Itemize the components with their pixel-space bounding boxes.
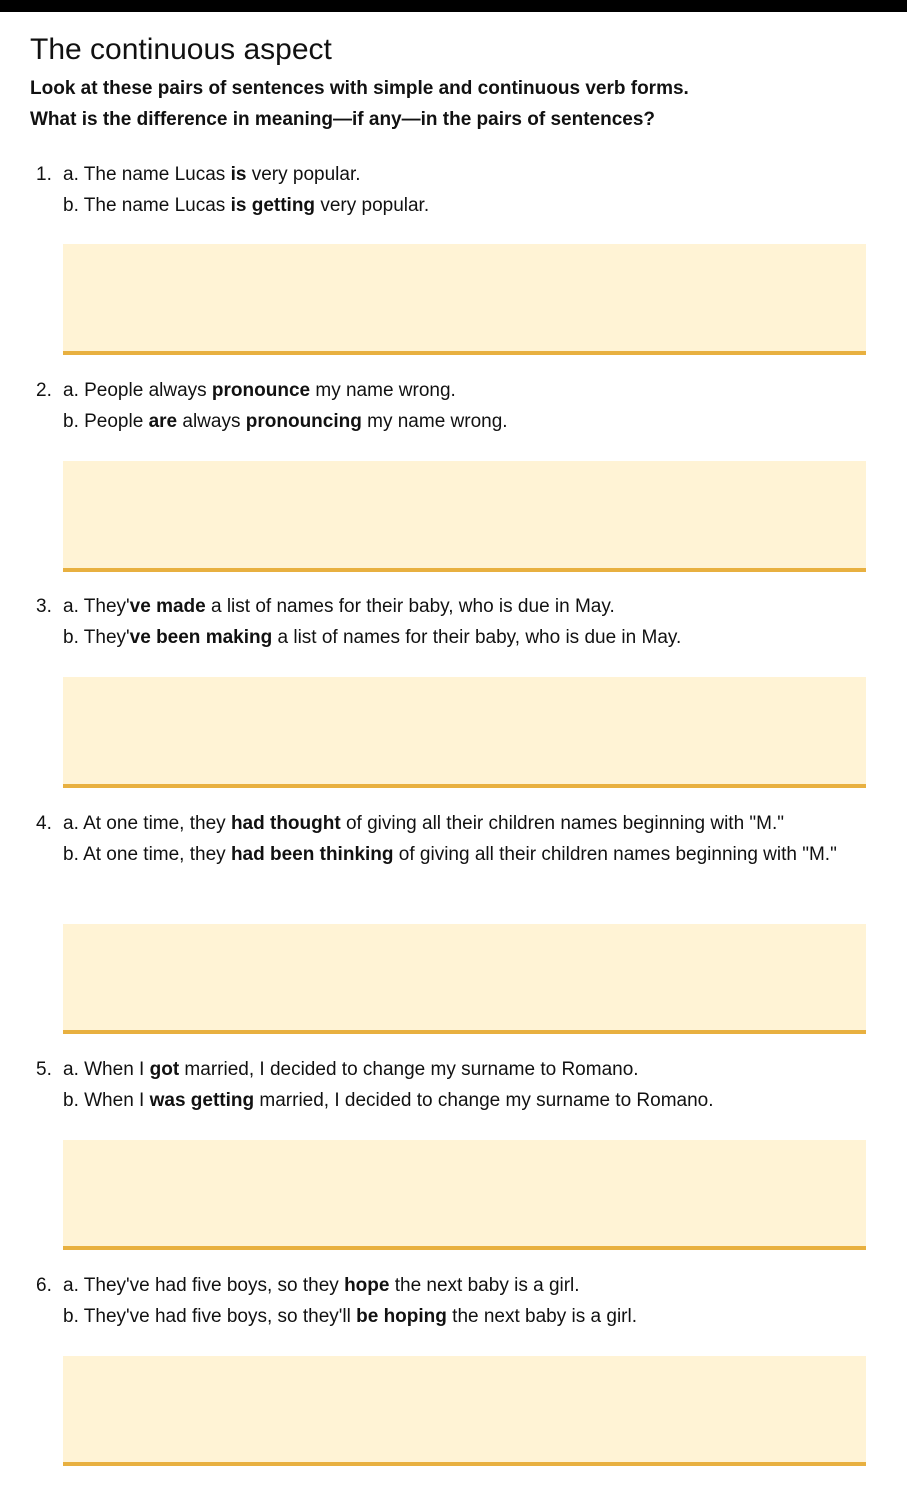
sentence-a: [63, 1270, 873, 1301]
sentence-a: [63, 1054, 873, 1085]
instruction-line-1: Look at these pairs of sentences with simple and continuous verb forms.: [30, 78, 689, 99]
sentence-text: a. They': [63, 596, 130, 617]
sentence-text: a list of names for their baby, who is due in May.: [272, 627, 682, 648]
verb-form-highlight: are: [148, 411, 178, 432]
question-number: 2.: [36, 380, 52, 401]
sentence-text: married, I decided to change my surname to Romano.: [179, 1059, 639, 1080]
answer-box[interactable]: [63, 1140, 866, 1250]
sentence-text: a. They've had five boys, so they: [63, 1275, 345, 1296]
verb-form-highlight: ve made: [129, 596, 206, 617]
verb-form-highlight: pronouncing: [245, 411, 362, 432]
sentence-text: married, I decided to change my surname to Romano.: [254, 1090, 714, 1111]
sentence-b: [63, 1085, 873, 1116]
sentence-b: [63, 406, 873, 437]
sentence-b: [63, 190, 873, 221]
answer-box[interactable]: [63, 1356, 866, 1466]
answer-box[interactable]: [63, 924, 866, 1034]
page-title: The continuous aspect: [30, 33, 332, 66]
verb-form-highlight: is: [230, 164, 247, 185]
sentence-text: very popular.: [246, 164, 361, 185]
sentence-text: my name wrong.: [361, 411, 508, 432]
sentence-b: [63, 839, 873, 870]
sentence-text: b. They': [63, 627, 130, 648]
sentence-text: a list of names for their baby, who is due in May.: [205, 596, 615, 617]
sentence-text: of giving all their children names beginning with "M.": [393, 844, 837, 865]
top-bar: [0, 0, 907, 12]
verb-form-highlight: be hoping: [356, 1306, 447, 1327]
question-number: 3.: [36, 596, 52, 617]
sentence-text: my name wrong.: [310, 380, 456, 401]
question-number: 4.: [36, 813, 52, 834]
answer-box[interactable]: [63, 677, 866, 788]
sentence-text: b. When I: [63, 1090, 150, 1111]
sentence-text: very popular.: [315, 195, 430, 216]
verb-form-highlight: pronounce: [211, 380, 311, 401]
verb-form-highlight: is getting: [230, 195, 316, 216]
sentence-text: always: [177, 411, 246, 432]
question-number: 5.: [36, 1059, 52, 1080]
sentence-a: [63, 375, 873, 406]
verb-form-highlight: had thought: [230, 813, 341, 834]
verb-form-highlight: hope: [344, 1275, 390, 1296]
sentence-text: b. The name Lucas: [63, 195, 231, 216]
sentence-text: a. People always: [63, 380, 212, 401]
answer-box[interactable]: [63, 244, 866, 355]
sentence-a: [63, 591, 873, 622]
question-number: 6.: [36, 1275, 52, 1296]
verb-form-highlight: was getting: [149, 1090, 255, 1111]
answer-box[interactable]: [63, 461, 866, 572]
sentence-a: [63, 159, 873, 190]
sentence-text: a. When I: [63, 1059, 150, 1080]
sentence-text: a. At one time, they: [63, 813, 231, 834]
verb-form-highlight: got: [149, 1059, 180, 1080]
sentence-text: the next baby is a girl.: [446, 1306, 637, 1327]
verb-form-highlight: ve been making: [129, 627, 273, 648]
verb-form-highlight: had been thinking: [230, 844, 394, 865]
sentence-text: of giving all their children names beginning with "M.": [340, 813, 785, 834]
instruction-line-2: What is the difference in meaning—if any—in the pairs of sentences?: [30, 109, 656, 130]
sentence-text: the next baby is a girl.: [389, 1275, 580, 1296]
sentence-b: [63, 1301, 873, 1332]
sentence-b: [63, 622, 873, 653]
sentence-a: [63, 808, 873, 839]
question-number: 1.: [36, 164, 52, 185]
sentence-text: a. The name Lucas: [63, 164, 231, 185]
sentence-text: b. They've had five boys, so they'll: [63, 1306, 357, 1327]
sentence-text: b. At one time, they: [63, 844, 231, 865]
sentence-text: b. People: [63, 411, 149, 432]
